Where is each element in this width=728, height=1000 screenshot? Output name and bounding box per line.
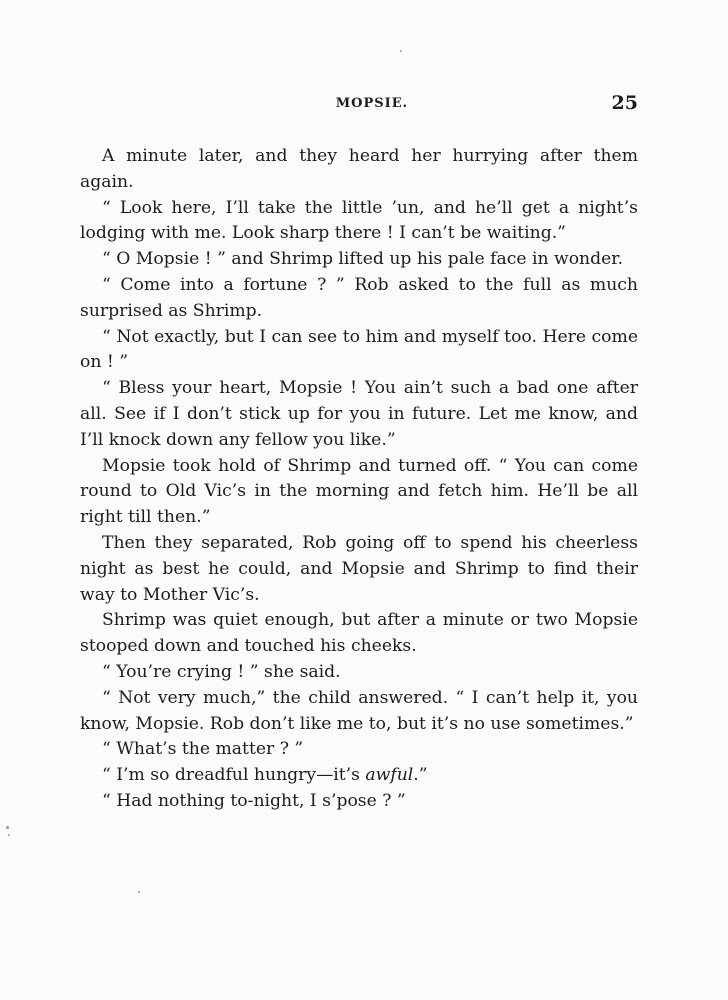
paragraph	[80, 763, 638, 789]
paragraph-text: .”	[413, 765, 428, 786]
paper-speck	[138, 891, 140, 893]
page-number: 25	[611, 92, 638, 114]
paragraph: “ You’re crying ! ” she said.	[102, 661, 341, 682]
paragraph: “ Had nothing to-night, I s’pose ? ”	[102, 790, 406, 811]
paragraph: “ Bless your heart, Mopsie ! You ain’t such a bad one after all. See if I don’t stick up for you in future. Let me know, and I’ll knock down any fellow you like.”	[80, 378, 638, 450]
paper-speck	[6, 826, 9, 829]
body-text	[80, 144, 638, 815]
paragraph: “ O Mopsie ! ” and Shrimp lifted up his pale face in wonder.	[102, 249, 624, 270]
paragraph: “ What’s the matter ? ”	[102, 739, 304, 760]
paragraph: “ Not very much,” the child answered. “ I can’t help it, you know, Mopsie. Rob don’t like me to, but it’s no use sometimes.”	[80, 687, 638, 734]
running-header	[80, 92, 638, 122]
paragraph: “ Not exactly, but I can see to him and myself too. Here come on ! ”	[80, 326, 638, 373]
italic-word: awful	[365, 765, 414, 786]
paragraph: “ Come into a fortune ? ” Rob asked to the full as much surprised as Shrimp.	[80, 274, 638, 321]
paragraph-text: “ I’m so dreadful hungry—it’s	[102, 765, 366, 786]
paragraph: Then they separated, Rob going off to spend his cheerless night as best he could, and Mopsie and Shrimp to find their way to Mother Vic’s.	[80, 532, 638, 605]
paragraph: “ Look here, I’ll take the little ’un, and he’ll get a night’s lodging with me. Look sharp there ! I can’t be waiting.”	[80, 197, 638, 244]
paragraph: Mopsie took hold of Shrimp and turned off. “ You can come round to Old Vic’s in the morning and fetch him. He’ll be all right till then.”	[80, 455, 638, 528]
paragraph: Shrimp was quiet enough, but after a minute or two Mopsie stooped down and touched his cheeks.	[80, 610, 638, 657]
running-title: MOPSIE.	[335, 96, 409, 111]
paper-speck	[8, 834, 10, 836]
paper-speck	[400, 50, 402, 52]
paragraph: A minute later, and they heard her hurrying after them again.	[80, 146, 638, 192]
